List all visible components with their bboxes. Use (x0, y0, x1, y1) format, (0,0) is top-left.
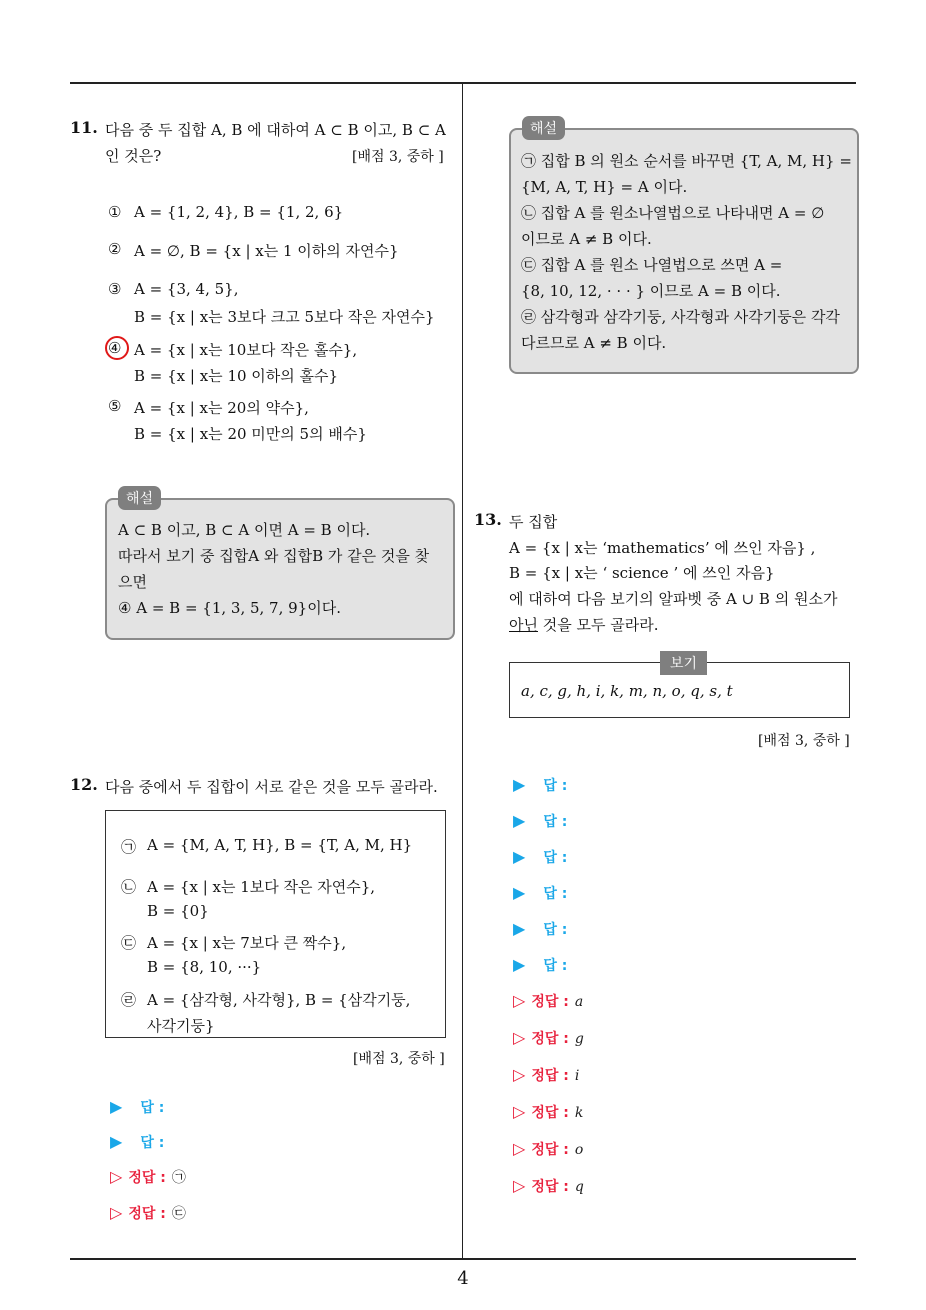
answer-arrow-icon: ▶ (513, 847, 526, 866)
q11-explanation-line: 따라서 보기 중 집합A 와 집합B 가 같은 것을 찾 (118, 547, 430, 565)
answer-arrow-icon: ▶ (513, 811, 526, 830)
q11-question-line2: 인 것은? (105, 147, 162, 165)
q13-example-tag: 보기 (660, 651, 707, 675)
correct-label: 정답 : (531, 1142, 569, 1158)
answer-label: 답 : (543, 850, 568, 866)
q11-option-1-line-1[interactable]: A = {1, 2, 4}, B = {1, 2, 6} (134, 203, 344, 221)
q12-choice-4-line-2: 사각기둥} (147, 1017, 215, 1035)
q12-explanation-line: ㉣ 삼각형과 삼각기둥, 사각형과 사각기둥은 각각 (521, 308, 840, 326)
page-number: 4 (457, 1268, 469, 1289)
correct-label: 정답 : (531, 1105, 569, 1121)
q11-option-3-line-2[interactable]: B = {x | x는 3보다 크고 5보다 작은 자연수} (134, 308, 435, 326)
q11-explanation-line: ④ A = B = {1, 3, 5, 7, 9}이다. (118, 599, 341, 617)
q12-explanation-line: {8, 10, 12, · · · } 이므로 A = B 이다. (521, 282, 781, 300)
correct-arrow-icon: ▷ (110, 1167, 123, 1186)
q11-explanation-line: A ⊂ B 이고, B ⊂ A 이면 A = B 이다. (118, 521, 371, 539)
q13-set-a: A = {x | x는 ‘mathematics’ 에 쓰인 자음} , (509, 539, 816, 557)
column-divider (462, 84, 463, 1258)
q11-option-4-line-2[interactable]: B = {x | x는 10 이하의 홀수} (134, 367, 339, 385)
q11-mark: [배점 3, 중하 ] (352, 149, 444, 165)
answer-label: 답 : (140, 1100, 165, 1116)
correct-label: 정답 : (531, 1179, 569, 1195)
answer-row[interactable] (513, 775, 567, 795)
q11-option-3-line-1[interactable]: A = {3, 4, 5}, (134, 280, 239, 298)
answer-label: 답 : (543, 778, 568, 794)
selected-answer-circle (105, 336, 129, 360)
q12-choice-3-line-1: A = {x | x는 7보다 큰 짝수}, (147, 934, 347, 952)
correct-answer-row (513, 1028, 584, 1048)
correct-label: 정답 : (531, 994, 569, 1010)
q13-question-line4-rest: 것을 모두 골라라. (537, 616, 659, 634)
q12-explanation-line: 다르므로 A ≠ B 이다. (521, 334, 667, 352)
correct-value: k (574, 1105, 584, 1121)
correct-label: 정답 : (128, 1170, 166, 1186)
q11-option-2-line-1[interactable]: A = ∅, B = {x | x는 1 이하의 자연수} (134, 242, 399, 260)
answer-label: 답 : (543, 886, 568, 902)
q11-option-5-line-1[interactable]: A = {x | x는 20의 약수}, (134, 399, 309, 417)
q13-set-b: B = {x | x는 ‘ science ’ 에 쓰인 자음} (509, 564, 775, 582)
answer-row[interactable] (513, 847, 567, 867)
q12-explanation-line: {M, A, T, H} = A 이다. (521, 178, 688, 196)
q11-option-label-1[interactable]: ① (108, 203, 122, 221)
correct-value: ㉠ (171, 1170, 186, 1186)
correct-answer-row (110, 1167, 186, 1187)
q11-option-4-line-1[interactable]: A = {x | x는 10보다 작은 홀수}, (134, 341, 358, 359)
answer-arrow-icon: ▶ (513, 955, 526, 974)
correct-answer-row (513, 991, 583, 1011)
q11-option-label-5[interactable]: ⑤ (108, 397, 122, 415)
q11-option-label-4[interactable]: ④ (108, 339, 122, 357)
answer-row[interactable] (110, 1132, 164, 1152)
answer-label: 답 : (543, 814, 568, 830)
answer-arrow-icon: ▶ (513, 775, 526, 794)
answer-arrow-icon: ▶ (110, 1132, 123, 1151)
answer-row[interactable] (513, 811, 567, 831)
correct-arrow-icon: ▷ (513, 991, 526, 1010)
q11-explanation-line: 으면 (118, 573, 147, 591)
correct-label: 정답 : (531, 1068, 569, 1084)
answer-arrow-icon: ▶ (513, 919, 526, 938)
q13-mark: [배점 3, 중하 ] (758, 733, 850, 749)
correct-arrow-icon: ▷ (513, 1102, 526, 1121)
q13-number: 13. (474, 510, 502, 529)
correct-arrow-icon: ▷ (110, 1203, 123, 1222)
answer-label: 답 : (543, 922, 568, 938)
correct-value: i (574, 1068, 580, 1084)
q12-choice-label-1: ㉠ (121, 838, 137, 856)
q12-explanation-line: ㉢ 집합 A 를 원소 나열법으로 쓰면 A = (521, 256, 783, 274)
q12-mark: [배점 3, 중하 ] (353, 1051, 445, 1067)
q12-number: 12. (70, 775, 98, 794)
q12-choice-label-4: ㉣ (121, 991, 137, 1009)
q12-choice-label-3: ㉢ (121, 934, 137, 952)
correct-label: 정답 : (128, 1206, 166, 1222)
correct-value: a (574, 994, 584, 1010)
q11-option-label-3[interactable]: ③ (108, 280, 122, 298)
q12-explanation-line: 이므로 A ≠ B 이다. (521, 230, 652, 248)
q11-option-label-2[interactable]: ② (108, 240, 122, 258)
q12-explanation-line: ㉡ 집합 A 를 원소나열법으로 나타내면 A = ∅ (521, 204, 825, 222)
q13-example-content: a, c, g, h, i, k, m, n, o, q, s, t (521, 682, 733, 700)
correct-value: q (574, 1179, 584, 1195)
top-rule (70, 82, 856, 84)
q13-question-line4 (509, 614, 659, 635)
q11-explanation-tag: 해설 (118, 486, 161, 510)
q12-choice-4-line-1: A = {삼각형, 사각형}, B = {삼각기둥, (147, 991, 411, 1009)
q11-question-line1: 다음 중 두 집합 A, B 에 대하여 A ⊂ B 이고, B ⊂ A (105, 121, 446, 139)
correct-value: o (574, 1142, 584, 1158)
q12-choice-label-2: ㉡ (121, 878, 137, 896)
q13-question-line1: 두 집합 (509, 513, 558, 531)
correct-answer-row (110, 1203, 186, 1223)
correct-value: ㉢ (171, 1206, 186, 1222)
q13-underlined-word: 아닌 (509, 616, 538, 634)
correct-answer-row (513, 1139, 583, 1159)
q12-choice-2-line-1: A = {x | x는 1보다 작은 자연수}, (147, 878, 376, 896)
q12-choice-2-line-2: B = {0} (147, 902, 209, 920)
answer-arrow-icon: ▶ (110, 1097, 123, 1116)
answer-label: 답 : (543, 958, 568, 974)
correct-arrow-icon: ▷ (513, 1028, 526, 1047)
answer-row[interactable] (110, 1097, 164, 1117)
correct-arrow-icon: ▷ (513, 1176, 526, 1195)
q12-explanation-tag: 해설 (522, 116, 565, 140)
bottom-rule (70, 1258, 856, 1260)
q13-question-line3: 에 대하여 다음 보기의 알파벳 중 A ∪ B 의 원소가 (509, 590, 838, 608)
correct-arrow-icon: ▷ (513, 1065, 526, 1084)
correct-value: g (574, 1031, 584, 1047)
q11-option-5-line-2[interactable]: B = {x | x는 20 미만의 5의 배수} (134, 425, 367, 443)
correct-answer-row (513, 1065, 579, 1085)
correct-arrow-icon: ▷ (513, 1139, 526, 1158)
correct-answer-row (513, 1176, 584, 1196)
q12-question: 다음 중에서 두 집합이 서로 같은 것을 모두 골라라. (105, 778, 438, 796)
answer-row[interactable] (513, 919, 567, 939)
q11-number: 11. (70, 118, 98, 137)
answer-row[interactable] (513, 955, 567, 975)
q12-choice-3-line-2: B = {8, 10, ···} (147, 958, 262, 976)
answer-label: 답 : (140, 1135, 165, 1151)
answer-arrow-icon: ▶ (513, 883, 526, 902)
q12-explanation-line: ㉠ 집합 B 의 원소 순서를 바꾸면 {T, A, M, H} = (521, 152, 852, 170)
answer-row[interactable] (513, 883, 567, 903)
q12-choice-1-line-1: A = {M, A, T, H}, B = {T, A, M, H} (147, 836, 413, 854)
correct-label: 정답 : (531, 1031, 569, 1047)
correct-answer-row (513, 1102, 583, 1122)
